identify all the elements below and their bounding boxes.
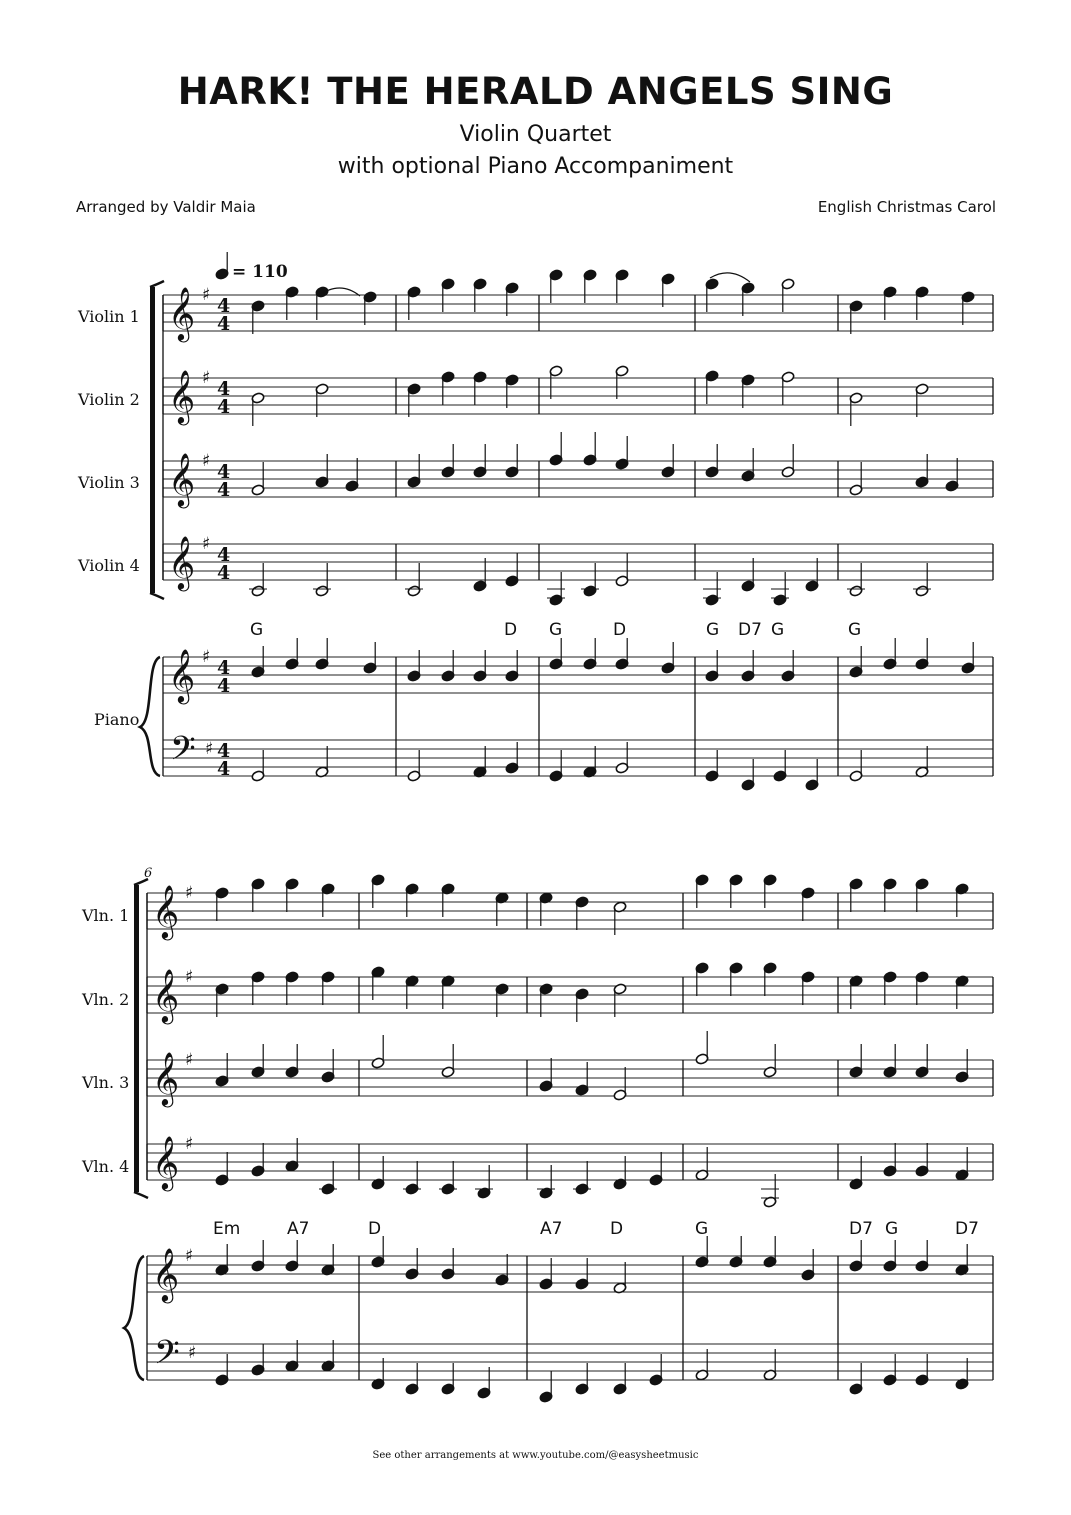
treble-clef: 𝄞 — [168, 535, 196, 589]
sharp: ♯ — [202, 368, 211, 388]
bracket-hook — [134, 1192, 148, 1198]
tempo-marking: = 110 — [232, 262, 288, 282]
chord-symbol: G — [549, 620, 563, 640]
chord-symbol: D — [504, 620, 518, 640]
treble-clef: 𝄞 — [152, 1247, 180, 1301]
sharp: ♯ — [202, 285, 211, 305]
chord-symbol: D — [610, 1219, 624, 1239]
treble-clef: 𝄞 — [152, 1135, 180, 1189]
subtitle-line-2: with optional Piano Accompaniment — [337, 154, 734, 179]
bass-clef: 𝄢 — [170, 730, 196, 776]
label-violin-3: Violin 3 — [78, 473, 140, 492]
label-vln-4: Vln. 4 — [82, 1157, 130, 1176]
treble-clef: 𝄞 — [168, 286, 196, 340]
sharp: ♯ — [188, 1343, 197, 1363]
sharp: ♯ — [202, 451, 211, 471]
time-signature: 4 — [217, 461, 231, 483]
sharp: ♯ — [185, 967, 194, 987]
bracket-hook — [134, 879, 148, 885]
label-violin-4: Violin 4 — [78, 556, 140, 575]
treble-clef: 𝄞 — [152, 884, 180, 938]
system-bracket — [150, 287, 155, 593]
sharp: ♯ — [185, 1134, 194, 1154]
chord-symbol: G — [885, 1219, 899, 1239]
chord-symbol: G — [848, 620, 862, 640]
chord-symbol: D7 — [738, 620, 762, 640]
measure-number: 6 — [144, 866, 153, 881]
time-signature: 4 — [217, 295, 231, 317]
time-signature: 4 — [217, 562, 231, 584]
chord-symbol: G — [695, 1219, 709, 1239]
time-signature: 4 — [217, 313, 231, 335]
sharp: ♯ — [185, 1050, 194, 1070]
arranger-credit: Arranged by Valdir Maia — [76, 198, 256, 216]
sharp: ♯ — [185, 883, 194, 903]
chord-symbol: G — [771, 620, 785, 640]
treble-clef: 𝄞 — [152, 1051, 180, 1105]
subtitle-line-1: Violin Quartet — [459, 122, 612, 147]
time-signature: 4 — [217, 657, 231, 679]
time-signature: 4 — [217, 396, 231, 418]
chord-symbol: A7 — [540, 1219, 563, 1239]
treble-clef: 𝄞 — [168, 369, 196, 423]
sharp: ♯ — [205, 739, 214, 759]
bracket-hook — [150, 281, 164, 287]
treble-clef: 𝄞 — [152, 968, 180, 1022]
chord-symbol: Em — [213, 1219, 241, 1239]
label-violin-2: Violin 2 — [78, 390, 140, 409]
piano-brace — [140, 657, 160, 776]
treble-clef: 𝄞 — [168, 648, 196, 702]
sharp: ♯ — [185, 1246, 194, 1266]
label-vln-1: Vln. 1 — [82, 906, 130, 925]
chord-symbol: G — [706, 620, 720, 640]
bracket-hook — [150, 593, 164, 599]
composer-credit: English Christmas Carol — [817, 198, 996, 216]
footer-note: See other arrangements at www.youtube.com/@easysheetmusic — [372, 1450, 699, 1461]
bass-clef: 𝄢 — [154, 1334, 180, 1380]
chord-symbol: D — [368, 1219, 382, 1239]
label-violin-1: Violin 1 — [78, 307, 140, 326]
label-vln-2: Vln. 2 — [82, 990, 130, 1009]
label-piano: Piano — [94, 710, 140, 729]
time-signature: 4 — [217, 758, 231, 780]
score-title: HARK! THE HERALD ANGELS SING — [177, 70, 894, 113]
chord-symbol: D — [613, 620, 627, 640]
time-signature: 4 — [217, 544, 231, 566]
treble-clef: 𝄞 — [168, 452, 196, 506]
sharp: ♯ — [202, 534, 211, 554]
time-signature: 4 — [217, 675, 231, 697]
sharp: ♯ — [202, 647, 211, 667]
time-signature: 4 — [217, 479, 231, 501]
system-bracket — [134, 885, 139, 1192]
chord-symbol: D7 — [849, 1219, 873, 1239]
time-signature: 4 — [217, 740, 231, 762]
time-signature: 4 — [217, 378, 231, 400]
label-vln-3: Vln. 3 — [82, 1073, 130, 1092]
chord-symbol: G — [250, 620, 264, 640]
piano-brace — [124, 1256, 144, 1380]
chord-symbol: A7 — [287, 1219, 310, 1239]
chord-symbol: D7 — [955, 1219, 979, 1239]
